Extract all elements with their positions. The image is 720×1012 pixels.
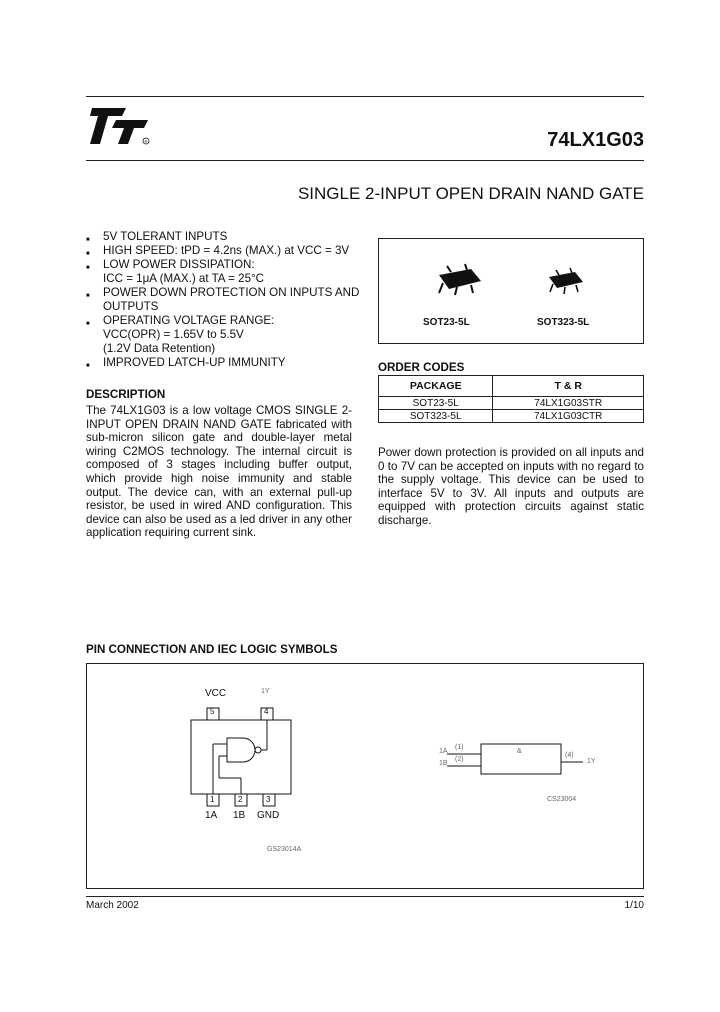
part-number: 74LX1G03 [547,129,644,151]
vcc-label: VCC [205,688,227,699]
diagram-caption: GS23014A [267,846,302,853]
list-item: ■ HIGH SPEED: tPD = 4.2ns (MAX.) at VCC = 3V [86,244,350,257]
iec-input-pin: (2) [455,756,464,763]
pin-number: 2 [238,795,243,804]
table-header-row [379,376,644,397]
pin-label: GND [257,810,280,821]
description-text: The 74LX1G03 is a low voltage CMOS SINGLE 2-INPUT OPEN DRAIN NAND GATE fabricated with sub-micron silicon gate and double-layer metal wiring C2MOS technology. The internal circuit is composed of 3 stages including buffer output, which provide high noise immunity and stable output. The device can, with an external pull-up resistor, be used in wired AND configuration. This device can also be used as a led driver in any other application requiring current sink. [86,404,352,540]
output-label: 1Y [261,688,270,695]
table-cell: SOT23-5L [379,397,493,410]
iec-caption: CS23004 [547,796,577,803]
table-cell: 74LX1G03CTR [493,410,644,423]
iec-input-label: 1B [439,760,448,767]
description-heading: DESCRIPTION [86,388,166,401]
package-box [378,238,644,344]
pin-number: 4 [264,707,269,716]
header-rule [86,160,644,161]
pin-label: 1A [205,810,218,821]
list-item: ■ OPERATING VOLTAGE RANGE: [86,314,275,327]
iec-input-pin: (1) [455,744,464,751]
list-item: ICC = 1μA (MAX.) at TA = 25°C [103,272,265,285]
table-cell: SOT323-5L [379,410,493,423]
column-header: PACKAGE [379,376,493,397]
iec-output-label: 1Y [587,758,596,765]
sot323-chip-icon [543,267,589,297]
page-subtitle: SINGLE 2-INPUT OPEN DRAIN NAND GATE [297,184,644,203]
package-label-sot323: SOT323-5L [537,317,590,328]
list-item: ■ IMPROVED LATCH-UP IMMUNITY [86,356,286,369]
iec-output-pin: (4) [565,752,574,759]
pin-number: 5 [210,707,215,716]
footer-rule [86,896,644,897]
list-item: ■ 5V TOLERANT INPUTS [86,230,228,243]
feature-list [86,230,366,370]
package-label-sot23: SOT23-5L [423,317,470,328]
list-item: VCC(OPR) = 1.65V to 5.5V [103,328,244,341]
iec-and-symbol: & [517,748,522,755]
pin-diagram-box [86,663,644,889]
pin-section-heading: PIN CONNECTION AND IEC LOGIC SYMBOLS [86,643,338,656]
pin-number: 3 [266,795,271,804]
sot23-chip-icon [431,263,487,299]
pin-label: 1B [233,810,246,821]
table-cell: 74LX1G03STR [493,397,644,410]
pin-number: 1 [210,795,215,804]
list-item: ■ POWER DOWN PROTECTION ON INPUTS AND OUTPUTS [86,286,360,313]
table-row [379,397,644,410]
svg-text:R: R [144,139,148,144]
protection-text: Power down protection is provided on all inputs and 0 to 7V can be accepted on inputs with no regard to the supply voltage. This device can be used to interface 5V to 3V. All inputs and outputs are equipped with protection circuits against static discharge. [378,446,644,527]
page-number: 1/10 [624,900,644,911]
list-item: ■ LOW POWER DISSIPATION: [86,258,255,271]
list-item: (1.2V Data Retention) [103,342,216,355]
footer-date: March 2002 [86,900,139,911]
top-rule [86,96,644,97]
st-logo [86,104,152,148]
column-header: T & R [493,376,644,397]
order-codes-heading: ORDER CODES [378,361,465,374]
order-codes-table [378,375,644,423]
table-row [379,410,644,423]
iec-input-label: 1A [439,748,448,755]
